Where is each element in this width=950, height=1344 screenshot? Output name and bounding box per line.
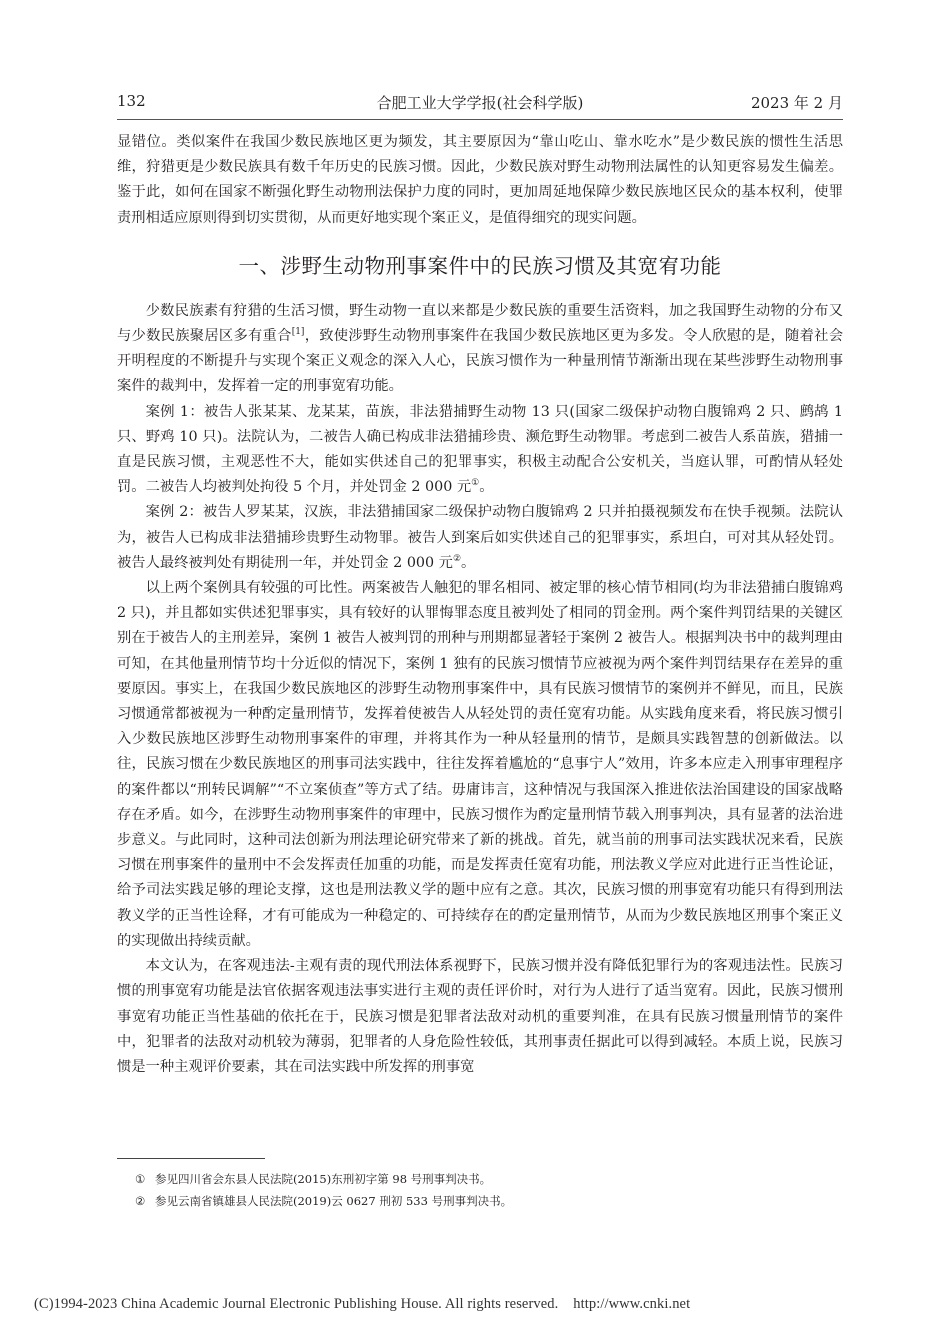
footnote-text: 参见云南省镇雄县人民法院(2019)云 0627 刑初 533 号刑事判决书。 (155, 1194, 513, 1208)
paragraph-text: ，致使涉野生动物刑事案件在我国少数民族地区更为多发。令人欣慰的是，随着社会开明程度的不断提升与实现个案正义观念的深入人心，民族习惯作为一种量刑情节渐渐出现在某些涉野生动物刑事案件的裁判中，发挥着一定的刑事宽宥功能。 (117, 328, 844, 395)
paragraph-case-1 (117, 400, 843, 501)
running-header (117, 92, 843, 114)
copyright-notice: (C)1994-2023 China Academic Journal Electronic Publishing House. All rights reserved. http://www.cnki.net (34, 1296, 691, 1312)
journal-title: 合肥工业大学学报(社会科学版) (376, 94, 584, 112)
paragraph-text: 。 (461, 554, 476, 571)
paragraph-comparison: 以上两个案例具有较强的可比性。两案被告人触犯的罪名相同、被定罪的核心情节相同(均为非法猎捕白腹锦鸡 2 只)，并且都如实供述犯罪事实，具有较好的认罪悔罪态度且被判处了相同的罚金刑。两个案件判罚结果的关键区别在于被告人的主刑差异，案例 1 被告人被判罚的刑种与刑期都显著轻于案例 2 被告人。根据判决书中的裁判理由可知，在其他量刑情节均十分近似的情况下，案例 1 独有的民族习惯情节应被视为两个案件判罚结果存在差异的重要原因。事实上，在我国少数民族地区的涉野生动物刑事案件中，具有民族习惯情节的案例并不鲜见，而且，民族习惯通常都被视为一种酌定量刑情节，发挥着使被告人从轻处罚的责任宽宥功能。从实践角度来看，将民族习惯引入少数民族地区涉野生动物刑事案件的审理，并将其作为一种从轻量刑的情节，是颇具实践智慧的创新做法。以往，民族习惯在少数民族地区的刑事司法实践中，往往发挥着尴尬的“息事宁人”效用，许多本应走入刑事审理程序的案件都以“刑转民调解”“不立案侦查”等方式了结。毋庸讳言，这种情况与我国深入推进依法治国建设的国家战略存在矛盾。如今，在涉野生动物刑事案件的审理中，民族习惯作为酌定量刑情节载入刑事判决，具有显著的法治进步意义。与此同时，这种司法创新为刑法理论研究带来了新的挑战。首先，就当前的刑事司法实践状况来看，民族习惯在刑事案件的量刑中不会发挥责任加重的功能，而是发挥责任宽宥功能，刑法教义学应对此进行正当性论证，给予司法实践足够的理论支撑，这也是刑法教义学的题中应有之意。其次，民族习惯的刑事宽宥功能只有得到刑法教义学的正当性诠释，才有可能成为一种稳定的、可持续存在的酌定量刑情节，从而为少数民族地区刑事个案正义的实现做出持续贡献。 (117, 580, 843, 949)
paragraph-text: 少数民族素有狩猎的生活习惯，野生动物一直以来都是少数民族的重要生活资料，加之我国野生动物的分布又与少数民族聚居区多有重合 (117, 302, 843, 345)
footnotes (117, 1168, 843, 1212)
article-body (117, 130, 843, 1080)
footnote-ref[interactable]: ① (471, 478, 480, 489)
citation-ref[interactable]: [1] (291, 327, 305, 338)
page-number: 132 (117, 92, 146, 110)
footnote-ref[interactable]: ② (452, 553, 462, 564)
paragraph-case-2 (117, 500, 843, 576)
paragraph-text: 。 (479, 479, 494, 496)
header-rule (117, 119, 843, 120)
paragraph-thesis: 本文认为，在客观违法-主观有责的现代刑法体系视野下，民族习惯并没有降低犯罪行为的客观违法性。民族习惯的刑事宽宥功能是法官依据客观违法事实进行主观的责任评价时，对行为人进行了适当宽宥。因此，民族习惯刑事宽宥功能正当性基础的依托在于，民族习惯是犯罪者法敌对动机的重要判准，在具有民族习惯量刑情节的案件中，犯罪者的法敌对动机较为薄弱，犯罪者的人身危险性较低，其刑事责任据此可以得到减轻。本质上说，民族习惯是一种主观评价要素，其在司法实践中所发挥的刑事宽 (117, 958, 843, 1075)
issue-date: 2023 年 2 月 (750, 94, 843, 112)
footnote-item (117, 1190, 843, 1212)
paragraph-intro (117, 299, 843, 400)
footnote-mark: ① (135, 1172, 146, 1186)
footnote-text: 参见四川省会东县人民法院(2015)东刑初字第 98 号刑事判决书。 (155, 1172, 492, 1186)
paragraph-text: 案例 1：被告人张某某、龙某某，苗族，非法猎捕野生动物 13 只(国家二级保护动物白腹锦鸡 2 只、鹧鸪 1 只、野鸡 10 只)。法院认为，二被告人确已构成非法猎捕珍贵、濒危野生动物罪。考虑到二被告人系苗族，猎捕一直是民族习惯，主观恶性不大，能如实供述自己的犯罪事实，积极主动配合公安机关，当庭认罪，可酌情从轻处罚。二被告人均被判处拘役 5 个月，并处罚金 2 000 元 (117, 403, 843, 496)
paragraph-text: 案例 2：被告人罗某某，汉族，非法猎捕国家二级保护动物白腹锦鸡 2 只并拍摄视频发布在快手视频。法院认为，被告人已构成非法猎捕珍贵野生动物罪。被告人到案后如实供述自己的犯罪事实，系坦白，可对其从轻处罚。被告人最终被判处有期徒刑一年，并处罚金 2 000 元 (117, 504, 843, 571)
footnote-item (117, 1168, 843, 1190)
footnote-mark: ② (135, 1194, 146, 1208)
section-heading: 一、涉野生动物刑事案件中的民族习惯及其宽宥功能 (238, 253, 722, 278)
footnote-rule (117, 1158, 265, 1159)
paragraph-continued: 显错位。类似案件在我国少数民族地区更为频发，其主要原因为“靠山吃山、靠水吃水”是少数民族的惯性生活思维，狩猎更是少数民族具有数千年历史的民族习惯。因此，少数民族对野生动物刑法属性的认知更容易发生偏差。鉴于此，如何在国家不断强化野生动物刑法保护力度的同时，更加周延地保障少数民族地区民众的基本权利，使罪责刑相适应原则得到切实贯彻，从而更好地实现个案正义，是值得细究的现实问题。 (117, 134, 843, 226)
